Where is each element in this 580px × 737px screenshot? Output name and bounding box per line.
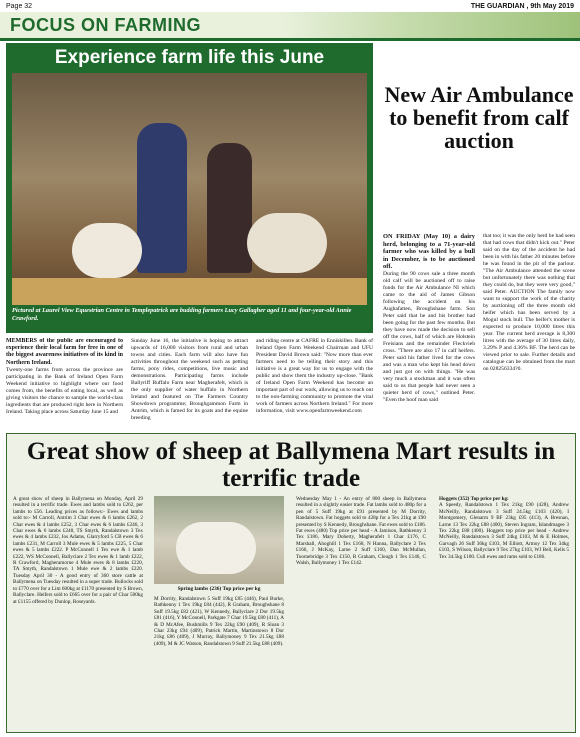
section-title: FOCUS ON FARMING [10,15,201,35]
story-column: Sunday June 16, the initiative is hoping to attract upwards of 16,000 visitors from rural and urban towns and cities. Each farm will also have fun activities throughout the weekend such as petting farms, pony rides, competitions, live music and demonstrations. Participating farms include Ballyriff Buffalo Farm near Magherafelt, which is the only supplier of water buffalo in Northern Ireland and featured on The Farmers Country Showdown programme; Broughgammon Farm in Antrim, which is famed for its goats and the equine breeding [131,338,248,421]
section-header [0,12,580,41]
farm-life-caption: Pictured at Laurel View Equestrian Centre in Templepatrick are budding farmers Lucy Gallagher aged 11 and four-year-old Annie Crawford. [12,307,352,322]
sheep-columns [13,496,569,726]
sheep-figure [72,223,142,278]
farm-life-photo [12,73,367,305]
sheep-photo-caption: Spring lambs (236) Top price per kg [177,586,261,592]
air-ambulance-story [383,43,575,428]
sheep-mart-feature [6,433,576,733]
ambulance-columns [383,233,575,428]
story-column: that too; it was the only herd he had seen that had cows that didn't kick out." Peter said on the day of the accident he had been in with his father 20 minutes before he was found in the pit of the parlour. "The Air Ambulance attended the scene but unfortunately there was nothing that they could do, but they were very good," said Peter. AUCTION The family now want to support the work of the charity by auctioning off the three month old heifer which has been served by a Mogul stock bull. The heifer's mother is expected to produce 10,000 litres this year. The current herd average is 8,300 litres with the average of 30 litres daily, 3.29% P and 4.36% BF. The herd can be viewed prior to sale. Further details and catalogue can be obtained from the mart on 028256334?0. [483,233,575,372]
story-column: A great show of sheep in Ballymena on Monday, April 29 resulted in a terrific trade. Ewes and lambs sold to £262, per lambs to £56. Leading prices as follows:- Ewes and lambs sold to:- M Carroll, Antrim 3 Char ewes & 6 lambs £262, 2 Char ewes & 4 lambs £252, 3 Char ewes & 6 lambs £246, 3 Char ewes & 6 lambs £248, TS Smyth, Randalstown 3 Tex ewes & 4 lambs £232, Jos Adams, Glarryford 5 CB ewes & 6 lambs £231, M Carroll 3 Mule ewes & 5 lambs £225, 5 Char ewes & 5 lambs £222. P McConnell 1 Tex ewe & 1 lamb £222, WS McConnell, Ballyclare 2 Tex ewes & 1 lamb £222, R Crawford, Magheramorne 4 Mule ewes & 8 lambs £220, TA Smyth, Randalstown 1 Mule ewe & 2 lambs £220. Tuesday April 30 - A good entry of 360 store cattle at Ballymena on Tuesday resulted in a super trade. Bullocks sold to £770 over for a Lim 600kg at £1170 presented by S Brown, Ballyclare. Heifers sold to £665 over for a pair of Char 500kg at £1155 offered by Dunlop, Roseyards. [13,496,143,605]
story-column: Wednesday May 1 - An entry of 800 sheep in Ballymena resulted in a slightly easier trade. Fat lambs sold to 480p for a pen of 5 Suff 19kg at £91 presented by M Dorrity, Randalstown. Fat hoggets sold to 428p for a Tex 21kg at £90 presented by S Kennedy, Broughshane. Fat ewes sold to £186. Fat ewes (480) Top price per head - A Jamison, Rathkenny 3 Tex £186, Mary Doherty, Magherafelt 1 Char £176, C Marshall, Ahoghill 1 Tex £168, N Hanna, Ballyclare 2 Tex £166, J McKay, Larne 2 Suff £160, Dan McMullan, Toomebridge 3 Tex £150, R Graham, Clough 1 Tex £146, C Walsh, Ballymoney 1 Tex £142. [296,496,426,567]
sheep-photo [154,496,284,584]
story-text: A Speedy, Randalstown 1 Tex 21kg £90 (428), Andrew McNeilly, Randalstown 3 Suff 24.5kg £103 (420), I Montgomery, Glenarm 9 BF 23kg £95 (413), A Bresnan, Larne 13 Tex 22kg £88 (400), Steven Ingram, Islandmagee 3 Tex 22kg £88 (400). Hoggets top price per head - Andrew McNeilly, Randalstown 3 Suff 24kg £103, M & E Holmes, Garvagh 26 Suff 36kg £103, M Elliott, Armoy 12 Tex 34kg £103, S Wilson, Ballyclare 9 Tex 27kg £103, WJ Bell, Kells 5 Tex 34.5kg £100. Cull ewes and rams sold to £186. [439,502,569,560]
story-text: During the 90 cows sale a three month old calf will be auctioned off to raise funds for the Air Ambulance NI which came to the aid of James Gibson following the accident on his Aughafatten, Broughshane farm. Son Peter said that he and his brother had been going for the past few months. But they have now made the decision to sell off the cows, half of which are Holstein Freisians and the remainder Fleckvieh cross. "There are also 17 in calf heifers. Peter said his father lived for the cows and was a man who kept his head down and just got on with things. "He was very much a stockman and it was often said to us that people had never seen a quieter herd of cows," outlined Peter. "Even the hoof man said [383,270,475,403]
page-topbar [0,0,580,12]
farm-life-headline: Experience farm life this June [54,47,325,68]
hoggets-subheading: Hoggets (352) Top price per kg: [439,496,509,502]
story-column [6,338,123,428]
page-number: Page 32 [6,3,33,10]
story-text: Twenty-one farms from across the province are participating in the Bank of Ireland Open Farm Weekend initiative to highlight where our food comes from, the benefits of eating local, as well as giving visitors the chance to sample the world-class ingredients that are produced right here in Northern Ireland. Taking place across Saturday June 15 and [6,366,123,415]
farm-life-story [6,338,373,428]
sheep-headline: Great show of sheep at Ballymena Mart results in terrific trade [26,438,556,492]
story-column [383,233,475,428]
ambulance-lead: ON FRIDAY (May 10) a dairy herd, belonging to a 71-year-old farmer who was killed by a bull in December, is to be auctioned off. [383,233,475,271]
farm-life-feature [6,43,373,333]
story-text: M Dorrity, Randalstown 5 Suff 19kg £85 (446), Paul Burke, Rathkenny 1 Tex 19kg £84 (442), R Graham, Broughshane 8 Suff 19.5kg £82 (421), W Kennedy, Ballyclare 2 Dor 19.5kg £81 (416), Y McConnell, Parkgate 7 Char 19.5kg £80 (411), A & D McAfee, Bushmills 9 Tex 22kg £90 (409), R Sloan 3 Char 23kg £94 (409), Patrick Martin, Martinstown 8 Dor 21kg £86 (409), J Murray, Ballymoney 9 Tex 21.5kg £88 (409), M & JC Watson, Randalstown 9 Suff 21.5kg £88 (409). [154,596,284,647]
sheep-figure [247,213,327,273]
sheep-figure [176,522,256,574]
story-lead: MEMBERS of the public are encouraged to experience their local farm for free in one of the biggest awareness initiatives of its kind in Northern Ireland. [6,338,123,366]
child-figure [207,143,252,273]
story-column [439,496,569,726]
child-figure [137,123,187,273]
story-column: and riding centre at CAFRE in Enniskillen. Bank of Ireland Open Farm Weekend Chairman and UFU President David Brown said: "Now more than ever farmers need to be telling their story and this initiative is a great way for us to engage with the public and show them the industry up-close. "Bank of Ireland Open Farm Weekend has become an important part of our work, allowing us to reach out to the non-farming community to promote the vital work of farmers across Northern Ireland." For more information, visit www.openfarmweekend.com [256,338,373,414]
farm-banner-graphic [280,12,580,38]
hay-floor [12,278,367,305]
paper-date: THE GUARDIAN , 9th May 2019 [470,3,574,10]
story-column [154,496,284,726]
ambulance-headline: New Air Ambulance to benefit from calf auction [384,82,574,153]
